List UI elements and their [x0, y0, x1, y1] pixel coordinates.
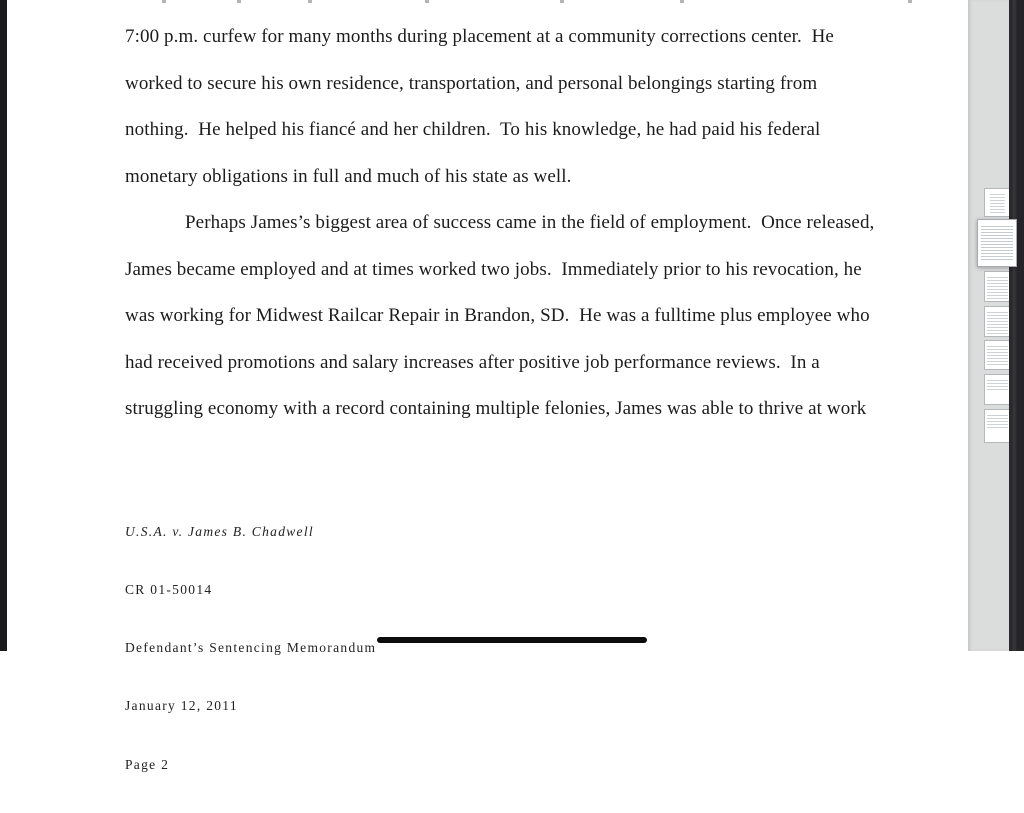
page-thumbnail-4[interactable]	[984, 306, 1011, 337]
window-edge-left	[0, 0, 7, 651]
clipped-text-mark	[680, 0, 684, 3]
case-caption: U.S.A. v. James B. Chadwell	[125, 523, 314, 539]
document-title: Defendant’s Sentencing Memorandum	[125, 640, 377, 656]
body-line: monetary obligations in full and much of his state as well.	[125, 165, 572, 187]
page-thumbnail-3[interactable]	[984, 271, 1011, 302]
document-page	[7, 0, 968, 772]
page-thumbnail-2-selected[interactable]	[977, 219, 1017, 267]
case-footer-block	[125, 483, 376, 813]
page-thumbnail-7[interactable]	[984, 409, 1011, 443]
clipped-text-mark	[560, 0, 564, 3]
thumbnail-page-preview	[987, 275, 1008, 299]
thumbnail-page-preview	[987, 378, 1008, 392]
page-thumbnail-6[interactable]	[984, 374, 1011, 405]
clipped-text-mark	[908, 0, 912, 3]
body-line: 7:00 p.m. curfew for many months during placement at a community corrections center. He	[125, 26, 834, 47]
page-number-label: Page 2	[125, 756, 170, 772]
body-line: was working for Midwest Railcar Repair in Brandon, SD. He was a fulltime plus employee who	[125, 305, 870, 326]
thumbnail-page-preview	[987, 310, 1008, 334]
clipped-text-mark	[425, 0, 429, 3]
body-line: had received promotions and salary increases after positive job performance reviews. In a	[125, 351, 820, 373]
home-indicator-bar[interactable]	[377, 637, 647, 643]
body-line-paragraph-start: Perhaps James’s biggest area of success came in the field of employment. Once released,	[185, 212, 875, 233]
clipped-text-mark	[162, 0, 166, 3]
thumbnail-page-preview	[987, 413, 1008, 429]
thumbnail-page-preview	[987, 192, 1008, 214]
page-thumbnail-1[interactable]	[984, 188, 1011, 217]
case-number: CR 01-50014	[125, 582, 213, 598]
thumbnail-page-preview	[987, 344, 1008, 367]
page-thumbnail-5[interactable]	[984, 340, 1011, 370]
clipped-text-mark	[308, 0, 312, 3]
body-line: nothing. He helped his fiancé and her children. To his knowledge, he had paid his federal	[125, 119, 821, 140]
document-date: January 12, 2011	[125, 698, 238, 714]
body-line: worked to secure his own residence, transportation, and personal belongings starting from	[125, 72, 818, 94]
clipped-text-mark	[237, 0, 241, 3]
body-line: struggling economy with a record containing multiple felonies, James was able to thrive at work	[125, 398, 867, 419]
body-line: James became employed and at times worked two jobs. Immediately prior to his revocation, he	[125, 258, 862, 280]
thumbnail-page-preview	[981, 224, 1013, 262]
window-edge-right	[1009, 0, 1024, 651]
